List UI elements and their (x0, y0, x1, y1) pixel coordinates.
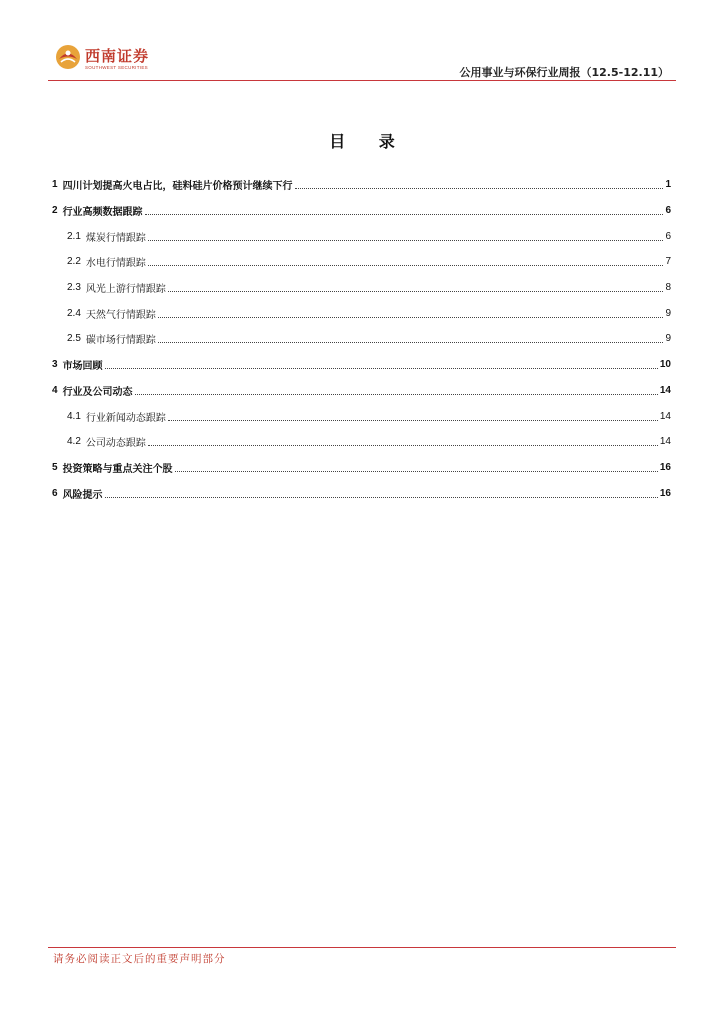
toc-entry[interactable] (52, 480, 671, 506)
toc-entry[interactable] (52, 198, 671, 224)
toc-entry-number: 4.1 (67, 410, 81, 422)
toc-entry-number: 3 (52, 359, 58, 371)
header-divider (48, 80, 676, 81)
toc-entry-page: 6 (665, 230, 671, 242)
toc-entry[interactable] (52, 300, 671, 326)
toc-entry-title: 四川计划提高火电占比，硅料硅片价格预计继续下行 (62, 181, 293, 193)
toc-entry-title: 碳市场行情跟踪 (85, 335, 156, 347)
footer-disclaimer: 请务必阅读正文后的重要声明部分 (53, 953, 226, 965)
toc-dot-leader (168, 291, 664, 292)
toc-entry-page: 8 (665, 282, 671, 294)
toc-heading: 目 录 (329, 132, 409, 151)
toc-entry-number: 2.2 (67, 256, 81, 268)
toc-entry-number: 4.2 (67, 436, 81, 448)
toc-entry[interactable] (52, 249, 671, 275)
toc-entry-number: 2 (52, 205, 58, 217)
toc-entry[interactable] (52, 378, 671, 404)
toc-entry-page: 14 (659, 410, 671, 422)
toc-dot-leader (158, 342, 664, 343)
toc-entry-number: 4 (52, 384, 58, 396)
toc-entry-title: 水电行情跟踪 (85, 258, 146, 270)
toc-entry-title: 市场回顾 (62, 361, 103, 373)
toc-entry-number: 2.5 (67, 333, 81, 345)
toc-entry-number: 2.1 (67, 230, 81, 242)
toc-entry-number: 6 (52, 487, 58, 499)
logo-emblem-icon (55, 44, 81, 70)
toc-entry-page: 16 (659, 461, 671, 473)
toc-dot-leader (148, 240, 664, 241)
toc-entry-title: 公司动态跟踪 (85, 438, 146, 450)
toc-entry[interactable] (52, 455, 671, 481)
toc-entry-page: 9 (665, 307, 671, 319)
toc-entry-title: 天然气行情跟踪 (85, 309, 156, 321)
toc-entry-title: 行业及公司动态 (62, 386, 133, 398)
toc-entry[interactable] (52, 326, 671, 352)
toc-entry-title: 行业高频数据跟踪 (62, 207, 143, 219)
toc-dot-leader (295, 188, 664, 189)
toc-entry-title: 煤炭行情跟踪 (85, 232, 146, 244)
table-of-contents (52, 172, 671, 506)
toc-entry[interactable] (52, 429, 671, 455)
toc-entry-page: 7 (665, 256, 671, 268)
toc-dot-leader (105, 368, 658, 369)
toc-dot-leader (105, 497, 658, 498)
toc-dot-leader (175, 471, 658, 472)
footer-divider (48, 947, 676, 948)
toc-entry-title: 投资策略与重点关注个股 (62, 463, 173, 475)
toc-entry[interactable] (52, 403, 671, 429)
toc-entry-page: 14 (659, 384, 671, 396)
toc-entry[interactable] (52, 352, 671, 378)
toc-entry-title: 行业新闻动态跟踪 (85, 412, 166, 424)
toc-dot-leader (168, 420, 658, 421)
logo-text-en: SOUTHWEST SECURITIES (85, 65, 148, 70)
toc-dot-leader (148, 265, 664, 266)
toc-entry-page: 9 (665, 333, 671, 345)
toc-entry[interactable] (52, 223, 671, 249)
toc-dot-leader (148, 445, 658, 446)
toc-entry-number: 1 (52, 179, 58, 191)
toc-entry-title: 风险提示 (62, 489, 103, 501)
logo-text-cn: 西南证券 (85, 47, 150, 65)
toc-entry-page: 6 (665, 205, 671, 217)
company-logo (55, 44, 155, 76)
toc-entry[interactable] (52, 275, 671, 301)
toc-entry-page: 1 (665, 179, 671, 191)
toc-entry-page: 14 (659, 436, 671, 448)
toc-dot-leader (135, 394, 658, 395)
toc-entry[interactable] (52, 172, 671, 198)
toc-entry-number: 2.4 (67, 307, 81, 319)
report-title: 公用事业与环保行业周报（12.5-12.11） (459, 66, 669, 79)
toc-entry-number: 2.3 (67, 282, 81, 294)
toc-entry-page: 16 (659, 487, 671, 499)
toc-entry-number: 5 (52, 461, 58, 473)
toc-entry-title: 风光上游行情跟踪 (85, 284, 166, 296)
toc-entry-page: 10 (659, 359, 671, 371)
toc-dot-leader (145, 214, 664, 215)
toc-dot-leader (158, 317, 664, 318)
